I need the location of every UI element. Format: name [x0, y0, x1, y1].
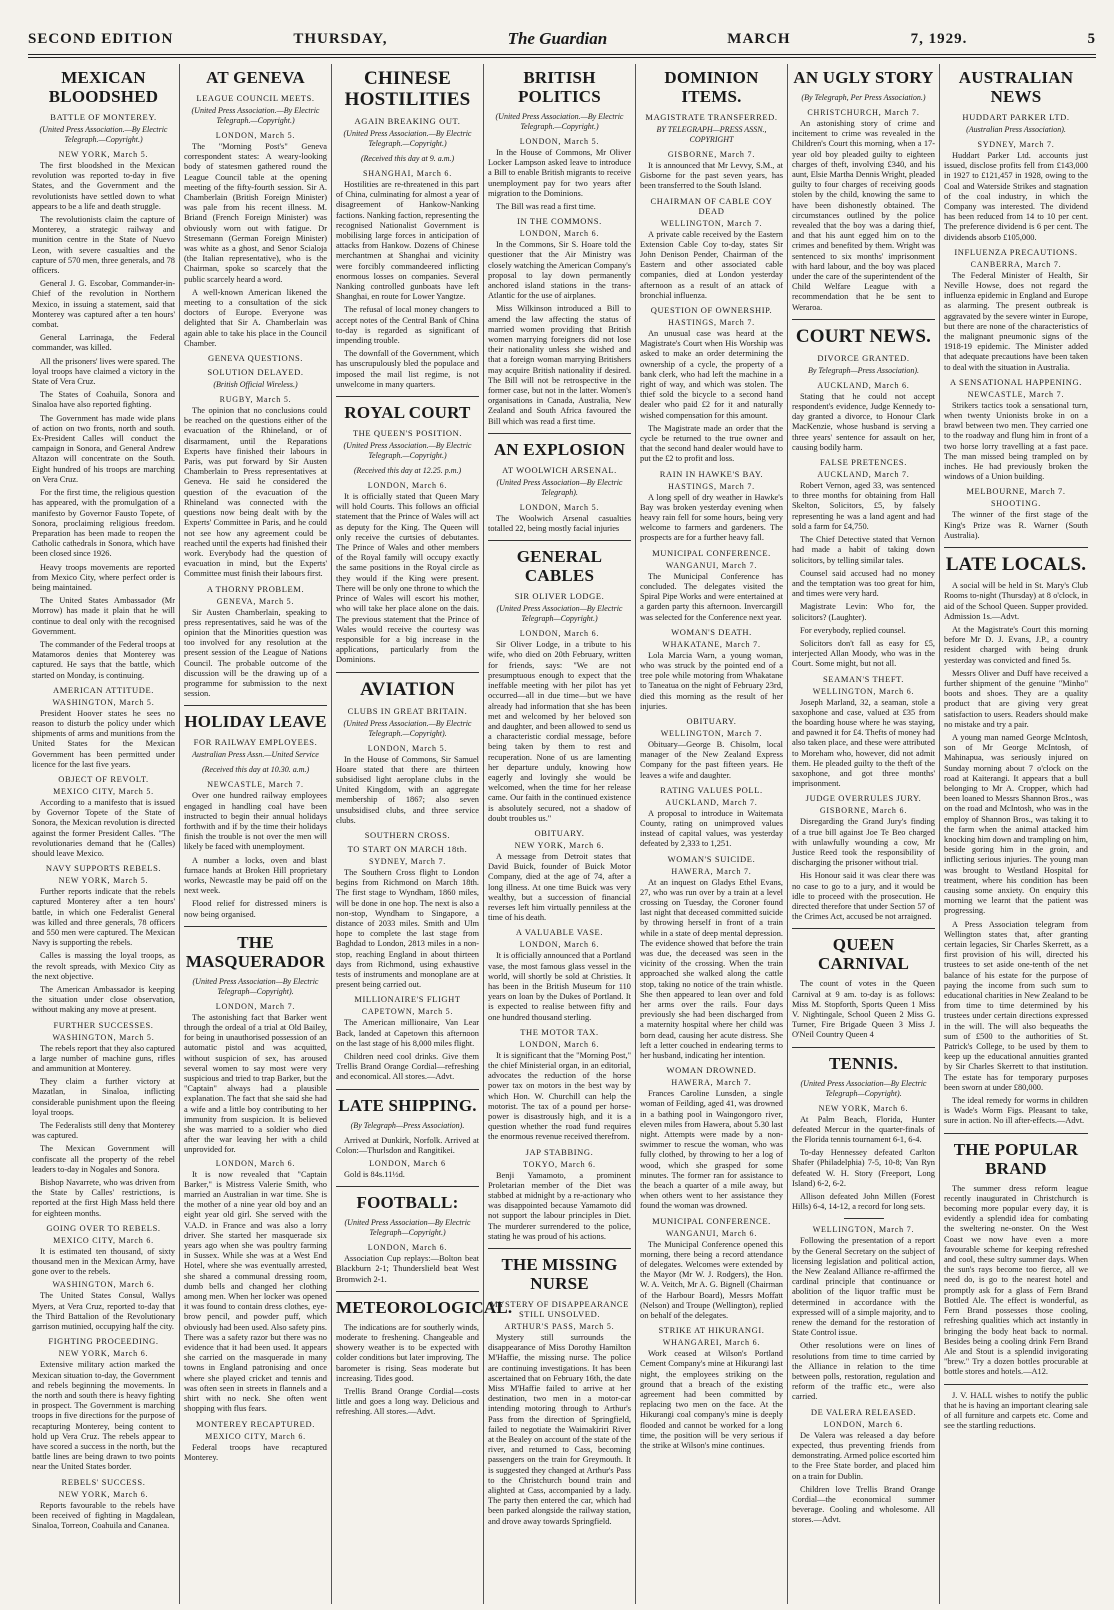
headline-missing-nurse: THE MISSING NURSE [501, 1255, 618, 1294]
subhead: MAGISTRATE TRANSFERRED. [645, 112, 778, 122]
dateline: LONDON, March 6. [823, 1419, 904, 1429]
subhead: THE MOTOR TAX. [520, 1026, 599, 1037]
column-7 [940, 64, 1092, 1604]
paragraph: A long spell of dry weather in Hawke's Bay was broken yesterday evening when heavy rain fell for some hours, being very welcome to farmers and gardeners. The prospects are for a further heavy fall. [640, 492, 783, 543]
subhead: JAP STABBING. [525, 1146, 594, 1157]
headline-aviation: AVIATION [360, 678, 455, 700]
subhead: AGAIN BREAKING OUT. [354, 116, 461, 126]
paragraph: General Larrinaga, the Federal commander, was killed. [32, 333, 175, 353]
paragraph: It is now revealed that "Captain Barker," is Mistress Valerie Smith, who married an Australian in war time. She is the mother of a nine year old boy and an eight year old girl. She served with the V.A.D. in France and was also a lorry driver. She started her masquerade six years ago when she was poultry farming in Sussex. While she was at a West End Hotel, where she was eventually arrested, she shared a communal dressing room, dumb bells and changed her clothing among men. When her locker was opened it was found to contain dress clothes, eye-brow pencil, and powder puff, which obviously had been used. Also safety pins. There was a safety razor but there was no evidence that it had been used. It appears she carried on the masquerade in many towns in England patronising and once where she played cricket and tennis and was often seen in streets in flannels and a shirt with no neck. She often went shopping with flus fears. [184, 1169, 327, 1414]
newspaper-title: The Guardian [507, 29, 608, 48]
divider [336, 672, 479, 673]
paragraph: Counsel said accused had no money and the temptation was too great for him, and times were very hard. [792, 568, 935, 599]
paragraph: The United States Ambassador (Mr Morrow) has made it plain that he will continue to deal only with the recognised Government. [32, 596, 175, 636]
paragraph: A young man named George McIntosh, son of Mr George McIntosh, of Mahinapua, was seriously injured on Sunday morning about 7 o'clock on the road at Kaiterangi. It appears that a bull belonging to Mr A. Cropper, which had been loaned to Messrs Shannon Bros., was on the road and McIntosh, who was in the employ of Shannon Bros., was taking it to the farm when the animal attacked him knocking him down and trampling on him, beside goring him in the groin, and inflicting serious injuries. The young man was brought to Westland Hospital for treatment, where his condition has been causing some anxiety. On enquiry this morning we learnt that the patient was progressing. [944, 732, 1088, 916]
credit: (United Press Association—By Electric Telegraph—Copyright.) [344, 1218, 471, 1238]
advertisement: Trellis Brand Orange Cordial—costs little and goes a long way. Delicious and refreshing. All stores.—Advt. [336, 1387, 479, 1417]
subhead: A SENSATIONAL HAPPENING. [950, 376, 1082, 387]
subhead: QUESTION OF OWNERSHIP. [650, 305, 773, 316]
credit: Australian Press Assn.—United Service [192, 750, 319, 760]
paragraph: For the first time, the religious question has appeared, with the promulgation of a manifesto by Governor Fausto Topete, of Sonora, proclaiming religious freedom. Preparation has been made to reopen the Catholic cathedrals in Sonora, which have been closed since 1926. [32, 488, 175, 559]
paragraph: The Southern Cross flight to London begins from Richmond on March 18th. The first stage to Wyndham, 1860 miles, will be done in one hop. The next is also a non-stop, Wyndham to Singapore, a distance of 2033 miles. Smith and Ulm hope to complete the last stage from Baghdad to London, 2813 miles in a non-stop, reaching England in about thirteen days from Richmond, using exhaustive tests of instruments and monoplane are at present being carried out. [336, 867, 479, 990]
paragraph: All the prisoners' lives were spared. The loyal troops have claimed a victory in the State of Vera Cruz. [32, 356, 175, 387]
credit: (Received this day at 12.25. p.m.) [353, 466, 462, 476]
paragraph: It is officially announced that a Portland vase, the most famous glass vessel in the world, will shortly be sold at Christies. It has been in the British Museum for 110 years on loan by the Dukes of Portland. It is expected to realise between fifty and one hundred thousand sterling. [488, 951, 631, 1022]
paragraph: The "Morning Post's" Geneva correspondent states: A weary-looking body of statesmen gathered round the League Council table at the opening meeting of the fifty-fourth session. Sir A. Chamberlain (British Foreign Minister) was pale from his recent illness. M. Briand (French Foreign Minister) was obviously worn out with fatigue. Dr Stresemann (German Foreign Minister) was white as a ghost, and Senor Scialoja (the Italian representative), who is the Chairman, spoke so scarcely that the public scarcely heard a word. [184, 142, 327, 284]
dateline: GENEVA, March 5. [216, 596, 295, 606]
paragraph: It is officially stated that Queen Mary will hold Courts. This follows an official statement that the Prince of Wales will act as deputy for the King. The Queen will only receive the curtsies of debutantes. The Prince of Wales and other members of the Royal family will occupy exactly the same positions in the Royal circle as they would if the King were present. There will be only one throne to which the Prince of Wales will escort his mother, who will take her place alone on the dais. The previous statement that the Prince of Wales would receive the courtesy was responsible for a big increase in the applications, particularly from the Dominions. [336, 492, 479, 665]
paragraph: Frances Caroline Lunsden, a single woman of Feilding, aged 41, was drowned in a bathing pool in Waingongoro river, eleven miles from Hawera, about 5.30 last night. Attempts were made by a non-swimmer to rescue the woman, who was fully clothed, by throwing to her a log of wood, which she grasped for some minutes. The former ran for assistance to the beach a quarter of a mile away, but when others went to her assistance they found the woman was drowned. [640, 1089, 783, 1211]
paragraph: A well-known American likened the meeting to a consultation of the sick doctors of Europe. Everyone was delighted that Sir A. Chamberlain was again able to take his place in the Council Chamber. [184, 287, 327, 348]
credit: (Received this day at 9. a.m.) [360, 154, 455, 163]
paragraph: Magistrate Levin: Who for, the solicitors? (Laughter). [792, 602, 935, 622]
paragraph: Following the presentation of a report by the General Secretary on the subject of licensing legislation and political action, the New Zealand Alliance re-affirmed the cardinal principle that continuance or abolition of the liquor traffic must be determined in accordance with the expressed will of a simple majority, and to renew the demand for the restoration of State Control issue. [792, 1236, 935, 1338]
paragraph: The astonishing fact that Barker went through the ordeal of a trial at Old Bailey, for being in unauthorised possession of an automatic pistol and was acquitted, without suspicion of sex, has aroused several women to say most were very suspicious and tried to trap Barker, but the "Captain" always had a plausible explanation. The fact that she said she had a wife and a little boy contributing to her immunity from suspicion. It is believed she was married to a soldier who died after the war leaving her with a child unprovided for. [184, 1012, 327, 1155]
subhead: MILLIONAIRE'S FLIGHT [354, 994, 461, 1005]
dateline: NEW YORK, March 6. [58, 1349, 149, 1359]
paragraph: At Palm Beach, Florida, Hunter defeated Mercur in the quarter-finals of the Florida tennis tournament 6-1, 6-4. [792, 1114, 935, 1145]
subhead: TO START ON MARCH 18th. [347, 843, 468, 854]
headline-tennis: TENNIS. [829, 1053, 898, 1073]
divider [944, 547, 1088, 548]
subhead: OBITUARY. [686, 715, 737, 726]
column-2 [180, 64, 332, 1604]
subhead: AT WOOLWICH ARSENAL. [502, 464, 617, 475]
credit: (By Telegraph, Per Press Association.) [801, 93, 926, 102]
paragraph: Disregarding the Grand Jury's finding of a true bill against Joe Te Beo charged with unlawfully wounding a cow, Mr Justice Reed took the responsibility of discharging the prisoner without trial. [792, 817, 935, 868]
dateline: NEW YORK, March 6. [818, 1103, 909, 1113]
divider [336, 1186, 479, 1187]
subhead: MELBOURNE, March 7. [966, 486, 1066, 497]
paragraph: The American millionaire, Van Lear Back, landed at Capetown this afternoon on the last stage of his 8,000 miles flight. [336, 1018, 479, 1048]
dateline: SYDNEY, March 7. [977, 140, 1055, 149]
divider [336, 1089, 479, 1090]
divider [944, 1133, 1088, 1134]
subhead: BATTLE OF MONTEREY. [50, 112, 157, 122]
dateline: LONDON, March 6. [519, 940, 600, 950]
dateline: RUGBY, March 5. [219, 395, 292, 405]
subhead: FIGHTING PROCEEDING. [48, 1336, 159, 1347]
paragraph: A social will be held in St. Mary's Club Rooms to-night (Thursday) at 8 o'clock, in aid of the School Queen. Supper provided. Admission 1s.—Advt. [944, 581, 1088, 621]
subhead: GOING OVER TO REBELS. [46, 1222, 161, 1233]
paragraph: The Federalists still deny that Monterey was captured. [32, 1121, 175, 1141]
paragraph: To-day Hennessey defeated Carlton Shafer (Philadelphia) 7-5, 10-8; Van Ryn defeated W. H. Story (Freeport, Long Island) 6-2, 6-2. [792, 1148, 935, 1188]
dateline: WANGANUI, March 7. [665, 560, 758, 570]
credit: (United Press Association.—By Electric Telegraph.—Copyright). [343, 718, 472, 738]
paragraph: The Mexican Government will confiscate all the property of the rebel leaders to-day in Nogales and Sonora. [32, 1144, 175, 1174]
dateline: LONDON, March 6. [519, 229, 600, 239]
paragraph: Other resolutions were on lines of resolutions from time to time carried by the Alliance in relation to the time between polls, restoration, regulation and reform of the traffic etc., were also carried. [792, 1341, 935, 1402]
dateline: LONDON, March 5. [215, 131, 296, 140]
dateline: WANGANUI, March 6. [665, 1228, 758, 1238]
subhead: RAIN IN HAWKE'S BAY. [659, 468, 764, 479]
subhead: NAVY SUPPORTS REBELS. [45, 863, 162, 874]
dateline: NEW YORK, March 6. [58, 1489, 149, 1499]
headline-british-politics: BRITISH POLITICS [518, 68, 601, 106]
dateline: SYDNEY, March 7. [368, 856, 447, 866]
dateline: CANBERRA, March 7. [970, 259, 1062, 269]
paragraph: His Honour said it was clear there was no case to go to a jury, and it would be idle to proceed with the prosecution. He directed therefore that under Section 57 of the Crimes Act, accused be not arraigned. [792, 871, 935, 922]
dateline: WELLINGTON, March 7. [812, 1225, 915, 1235]
paragraph: The opinion that no conclusions could be reached on the questions either of the evacuation of the Rhineland, or of disarmament, until the Reparations Experts have finished their labours in Paris, was put forward by Sir Austen Chamberlain to Press representatives at Geneva. He said he considered the question of the evacuation of the Rhineland was connected with the questions now being dealt with by the Experts' Committee in Paris, and he could not see how any agreement could be reached until the experts had finished their work. Everybody had the question of evacuation in mind, but the Experts' Committee must finish their labours first. [184, 406, 327, 579]
dateline: WASHINGTON, March 6. [52, 1280, 155, 1290]
column-4 [484, 64, 636, 1604]
date-label: 7, 1929. [910, 30, 968, 47]
paragraph: A number a locks, oven and blast furnace hands at Broken Hill proprietary works, Newcastle may be paid off on the next week. [184, 855, 327, 896]
dateline: TOKYO, March 6. [523, 1159, 596, 1169]
paragraph: Miss Wilkinson introduced a Bill to amend the law affecting the status of married women providing that British women marrying foreigners did not lose their nationality unless she wished and that a foreign woman marrying Britishers may acquire British nationality if desired. The Bill will not be retrospective in the former case, but not in the latter. Women's organisations in Canada, Australia, New Zealand and South Africa favoured the Bill which was read a first time. [488, 304, 631, 426]
subhead: GENEVA QUESTIONS. [207, 353, 304, 364]
paragraph: It is significant that the "Morning Post," the chief Ministerial organ, in an editorial, advocates the reduction of the horse power tax on motors in the best way by which Hon. W. Churchill can help the motorist. The tax of a pound per horse-power is disastrously high, and it is a question whether the road fund requires the enormous revenue received therefrom. [488, 1050, 631, 1142]
column-6 [788, 64, 940, 1604]
dateline: LONDON, March 5. [367, 743, 448, 753]
divider [488, 540, 631, 541]
dateline: NEWCASTLE, March 7. [967, 389, 1065, 399]
credit: (United Press Association—By Electric Telegraph—Copyright). [800, 1078, 927, 1098]
masthead-rule-thin [28, 57, 1096, 58]
paragraph: The rebels report that they also captured a large number of machine guns, rifles and ammunition at Monterey. [32, 1043, 175, 1074]
dateline: AUCKLAND, March 6. [817, 380, 910, 390]
credit: BY TELEGRAPH—PRESS ASSN., COPYRIGHT [656, 125, 767, 144]
dateline: LONDON, March 6. [215, 1158, 296, 1168]
paragraph: An unusual case was heard at the Magistrate's Court when His Worship was asked to make an order determining the ownership of a cycle, the property of a bank clerk, who had left the machine in a right of way, and which was stolen. The thief sold the bicycle to a second hand dealer who paid £2 for it and naturally wished compensation for this amount. [640, 329, 783, 420]
paragraph: The downfall of the Government, which has unscrupulously bled the populace and imposed the mail list regime, is not unwelcome in many quarters. [336, 349, 479, 389]
paragraph: Benji Yamamoto, a prominent Proletarian member of the Diet was stabbed at midnight by a re-actionary who was disappointed because Yamamoto did not support the labour principles in Diet. The murderer surrendered to the police, stating he was proud of his actions. [488, 1170, 631, 1241]
masthead-rule [28, 54, 1096, 55]
dateline: WASHINGTON, March 5. [52, 697, 155, 707]
paragraph: The Woolwich Arsenal casualties totalled 22, being mostly facial injuries [488, 513, 631, 534]
divider [336, 1291, 479, 1292]
divider [792, 319, 935, 320]
paragraph: The winner of the first stage of the King's Prize was R. Warner (South Australia). [944, 510, 1088, 540]
subhead: FURTHER SUCCESSES. [53, 1019, 154, 1030]
paragraph: Solicitors don't fall as easy for £5, interjected Allan Moody, who was in the Court. Some might, but not all. [792, 638, 935, 669]
paragraph: Obituary—George B. Chisolm, local manager of the New Zealand Express Company for the past fifteen years. He leaves a wife and daughter. [640, 739, 783, 780]
subhead: AMERICAN ATTITUDE. [53, 684, 154, 695]
paragraph: In the Commons, Sir S. Hoare told the questioner that the Air Ministry was closely watching the American Company's proposal to lay down permanently anchored island stations in the trans-Atlantic for the use of airplanes. [488, 240, 631, 301]
divider [792, 1047, 935, 1048]
subhead: MUNICIPAL CONFERENCE. [652, 1215, 771, 1226]
subhead: A THORNY PROBLEM. [206, 583, 305, 594]
dateline: NEWCASTLE, March 7. [207, 780, 304, 790]
dateline: AUCKLAND, March 7. [665, 797, 758, 807]
headline-mexican-bloodshed: MEXICAN BLOODSHED [48, 68, 159, 106]
headline-an-explosion: AN EXPLOSION [493, 439, 626, 459]
subhead: MYSTERY OF DISAPPEARANCE STILL UNSOLVED. [490, 1299, 629, 1320]
dateline: HASTINGS, March 7. [668, 318, 755, 328]
subhead: DIVORCE GRANTED. [817, 352, 910, 363]
subhead: DE VALERA RELEASED. [810, 1406, 917, 1417]
paragraph: Bishop Navarrete, who was driven from the State by Calles' restrictions, is reported at the first High Mass held there for eighteen months. [32, 1178, 175, 1218]
subhead: MONTEREY RECAPTURED. [196, 1418, 315, 1429]
paragraph: Huddart Parker Ltd. accounts just issued, disclose profits fell from £143,000 in 1927 to £121,457 in 1928, owing to the Coal and Waterside Strikes and stagnation of the coal industry, in which the Company was interested. The dividend has been reduced from 14 to 10 per cent. The preference dividend is 6 per cent. The dividends absorb £105,000. [944, 151, 1088, 242]
month-label: MARCH [727, 30, 791, 47]
credit: (Received this day at 10.30. a.m.) [201, 765, 310, 775]
credit: (United Press Association.—By Electric Telegraph.—Copyright.) [39, 125, 168, 144]
paragraph: Further reports indicate that the rebels captured Monterey after a ten hours' battle, in which one Federalist General was killed and three generals, 78 officers and 550 men were captured. The Mexican Navy is supporting the rebels. [32, 887, 175, 948]
dateline: NEW YORK, March 6. [514, 840, 605, 850]
dateline: GISBORNE, March 6. [819, 806, 908, 816]
headline-late-shipping: LATE SHIPPING. [338, 1095, 477, 1115]
divider [336, 396, 479, 397]
paragraph: The commander of the Federal troops at Matamoros denies that Monterey was captured. He says that the battle, which started on Monday, is continuing. [32, 639, 175, 680]
day-label: THURSDAY, [293, 30, 388, 47]
headline-late-locals: LATE LOCALS. [945, 554, 1087, 576]
paragraph: At an inquest on Gladys Ethel Evans, 27, who was run over by a train at a level crossing on Tuesday, the Coroner found last night that deceased committed suicide by throwing herself in front of a train while in a state of deep mental depression. The evidence showed that before the train was due, the deceased was seen in the vicinity of the crossing. When the train approached she walked along the cattle stop, taking no notice of the train whistle. She then appeared to lean over and fold her arms over the rails. Four days previously she had been discharged from a maternity hospital where her child was born dead, causing her acute distress. She left a letter couched in endearing terms to her husband, indicating her intention. [640, 877, 783, 1060]
dateline: NEW YORK, March 5. [58, 150, 149, 159]
subhead: WOMAN'S SUICIDE. [667, 853, 756, 864]
subhead: SOLUTION DELAYED. [207, 367, 304, 378]
paragraph: For everybody, replied counsel. [800, 625, 906, 635]
dateline: LONDON, March 6 [369, 1159, 446, 1168]
paragraph: It is estimated ten thousand, of sixty thousand men in the Mexican Army, have gone over to the rebels. [32, 1246, 175, 1277]
dateline: HAWERA, March 7. [671, 866, 752, 876]
dateline: MEXICO CITY, March 5. [53, 786, 154, 796]
credit: (By Telegraph—Press Association). [350, 1120, 465, 1130]
paragraph: Federal troops have recaptured Monterey. [184, 1442, 327, 1462]
dateline: HASTINGS, March 7. [668, 481, 755, 491]
subhead: OBJECT OF REVOLT. [58, 773, 149, 784]
dateline: WELLINGTON, March 7. [660, 728, 763, 738]
headline-chinese-hostilities: CHINESE HOSTILITIES [344, 68, 471, 110]
paragraph: Robert Vernon, aged 33, was sentenced to three months for obtaining from Hall Skelton, Solicitors, £5, by falsely representing he was a land agent and had sold a farm for £4,750. [792, 481, 935, 531]
paragraph: The Chief Detective stated that Vernon had made a habit of taking down solicitors, by telling similar tales. [792, 535, 935, 565]
headline-meteorological: METEOROLOGICAL. [336, 1297, 513, 1317]
subhead: MUNICIPAL CONFERENCE. [652, 547, 771, 558]
paragraph: The first bloodshed in the Mexican revolution was reported to-day in five States, and the Government and the revolutionists have settled down to what appears to be a life and death struggle. [32, 161, 175, 211]
paragraph: Arrived at Dunkirk, Norfolk. Arrived at Colon:—Thurlsdon and Rangitikei. [336, 1135, 479, 1155]
subhead: RATING VALUES POLL. [660, 784, 763, 795]
dateline: LONDON, March 6. [367, 481, 448, 491]
paragraph: Sir Austen Chamberlain, speaking to press representatives, said he was of the opinion that the Minorities question was too involved for any resolution at the present session of the League of Nations Council. The probable outcome of the discussion will be the drawing up of a programme for submission to the next session. [184, 607, 327, 699]
subhead: WOMAN'S DEATH. [671, 626, 752, 637]
paragraph: The United States Consul, Wallys Myers, at Vera Cruz, reported to-day that the Third Battalion of the Revolutionary garrison mutinied, occupying half the city. [32, 1291, 175, 1332]
paragraph: Strikers tactics took a sensational turn, when twenty Unionists broke in on a brawl between two men. They carried one to the roadway and flung him in front of a two horse lorry travelling at a fast pace. The man missed being trampled on by inches. He had previously broken the windows of a Union building. [944, 400, 1088, 482]
paragraph: Calles is massing the loyal troops, as the revolt spreads, with Mexico City as the next objective. [32, 951, 175, 981]
paragraph: Mystery still surrounds the disappearance of Miss Dorothy Hamilton M'Haffie, the missing nurse. The police are continuing investigations. It has been ascertained that on February 16th, the date Miss M'Haffie failed to arrive at her destination, two men in a motor-car intending motoring through to Arthur's Pass from the direction of Springfield, failed to negotiate the Waimakiriri River at the Bealey on account of the state of the river, and returned to Cass, becoming passengers on the train for Greymouth. It is suggested they changed at Arthur's Pass to the Christchurch bound train and alighted at Cass, accompanied by a lady. The party then entered the car, which had been parked alongside the railway station, and drove away towards Springfield. [488, 1333, 631, 1526]
masthead [28, 28, 1096, 50]
headline-ugly-story: AN UGLY STORY [793, 68, 934, 87]
paragraph: Gold is 84s.11½d. [344, 1170, 405, 1179]
credit: (British Official Wireless.) [213, 380, 298, 390]
dateline: MEXICO CITY, March 6. [205, 1431, 306, 1441]
paragraph: The revolutionists claim the capture of Monterey, a strategic railway and munition centre in the State of Nuevo Leon, with severe casualties and the capture of 570 men, three generals, and 78 officers. [32, 215, 175, 276]
paragraph: President Hoover states he sees no reason to disturb the policy under which shipments of arms and munitions from the United States for the Mexican Government has been permitted under licence for the last five years. [32, 708, 175, 769]
paragraph: A proposal to introduce in Waitemata County, rating on unimproved values instead of capital values, was yesterday defeated by 2,333 to 1,251. [640, 808, 783, 849]
paragraph: Association Cup replays:—Bolton beat Blackburn 2-1; Thunderslield beat West Bromwich 2-1. [336, 1254, 479, 1284]
subhead: LEAGUE COUNCIL MEETS. [196, 93, 315, 103]
credit: (United Press Association.—By Electric Telegraph.—Copyright.) [343, 441, 472, 461]
divider [488, 433, 631, 434]
advertisement: J. V. HALL wishes to notify the public that he is having an important clearing sale of all furniture and carpets etc. Come and see the startling reductions. [944, 1390, 1088, 1431]
paragraph: The indications are for southerly winds, moderate to freshening. Changeable and showery weather is to be expected with colder conditions but later improving. The barometer is rising. Seas moderate but increasing. Tides good. [336, 1322, 479, 1383]
paragraph: An astonishing story of crime and incitement to crime was revealed in the Children's Court this morning, when a 17-year old boy pleaded guilty to eighteen charges of theft, involving £340, and his aunt, Elsie Martha Dennis Wright, pleaded guilty to four charges of receiving goods stolen by the child, knowing the same to have been dishonestly obtained. The circumstances outlined by the police revealed that the boy was a daring thief, and that his aunt egged him on to the crimes and benefited by them. Wright was sentenced to six months' imprisonment with hard labour, and the boy was placed under the care of the superintendent of the Child Welfare League with a recommendation that he be sent to Weraroa. [792, 119, 936, 312]
divider [184, 705, 327, 706]
paragraph: General J. G. Escobar, Commander-in-Chief of the revolution in Northern Mexico, in issuing a statement, said that Monterey was captured after a ten hours' combat. [32, 279, 175, 330]
subhead: HUDDART PARKER LTD. [962, 112, 1070, 122]
headline-masquerador: THE MASQUERADOR [185, 932, 326, 971]
column-3 [332, 64, 513, 1604]
headline-football: FOOTBALL: [356, 1193, 459, 1213]
paragraph: The Municipal Conference has concluded. The delegates visited the Spiral Pipe Works and were entertained at a garden party this afternoon. Invercargill was selected for the Conference next year. [640, 571, 783, 622]
dateline: SHOOTING. [990, 499, 1042, 509]
paragraph: According to a manifesto that is issued by Governor Topete of the State of Sonora, the Mexican revolution is directed against the former President Calles. "The revolutionaries demand that he (Calles) should leave Mexico. [32, 797, 175, 858]
paragraph: The American Ambassador is keeping the situation under close observation, without making any move at present. [32, 985, 175, 1015]
subhead: FOR RAILWAY EMPLOYEES. [193, 737, 318, 748]
headline-royal-court: ROYAL COURT [344, 403, 471, 423]
paragraph: The Municipal Conference opened this morning, there being a record attendance of delegates. Welcomes were extended by the Mayor (Mr W. J. Rodgers), the Hon. W. A. Veitch, Mr A. G. Bignell (Chairman of the Harbour Board), Messrs Moffatt (Nelson) and Troupe (Wellington), replied on behalf of the delegates. [640, 1239, 783, 1321]
paragraph: The Government has made wide plans of action on two fronts, north and south. Ex-President Calles will conduct the campaign in Sonora, and General Andrew Altazon will concentrate on the South. Eight hundred of his troops are marching on Vera Cruz. [32, 413, 175, 484]
paragraph: The States of Coahuila, Sonora and Sinaloa have also reported fighting. [32, 390, 175, 410]
subhead: IN THE COMMONS. [517, 216, 602, 227]
paragraph: They claim a further victory at Mazatlan, in Sinaloa, inflicting considerable punishment upon the fleeing loyal troops. [32, 1077, 175, 1117]
column-5 [636, 64, 788, 1604]
paragraph: Flood relief for distressed miners is now being organised. [184, 899, 327, 919]
paragraph: The refusal of local money changers to accept notes of the Central Bank of China to-day is regarded as significant of impending trouble. [336, 305, 479, 346]
credit: (United Press Association.—By Electric Telegraph.—Copyright.) [191, 106, 320, 125]
columns [28, 64, 1094, 1604]
divider [792, 928, 935, 929]
paragraph: Reports favourable to the rebels have been received of fighting in Magdalean, Sinaloa, Torreon, Coahuila and Cananea. [32, 1500, 175, 1530]
subhead: A VALUABLE VASE. [515, 927, 604, 938]
paragraph: Work ceased at Wilson's Portland Cement Company's mine at Hikurangi last night, the employees striking on the ground that a breach of the existing agreement had been committed by replacing two men on the face. At the Hikurangi coal company's mine is deeply flooded and cannot be worked for a long time, the position will be very serious if the strike at Wilson's mine continues. [640, 1349, 783, 1451]
credit: (United Press Association—By Electric Telegraph—Copyright.) [496, 604, 623, 624]
paragraph: The Bill was read a first time. [496, 202, 596, 212]
dateline: ARTHUR'S PASS, March 5. [504, 1322, 615, 1332]
paragraph: Stating that he could not accept respondent's evidence, Judge Kennedy to-day granted a divorce, to Honour Clark MacKenzie, whose husband is serving a three years' sentence for assault on her, causing bodily harm. [792, 391, 935, 452]
paragraph: Heavy troops movements are reported from Mexico City, where perfect order is being maintained. [32, 562, 175, 592]
subhead: STRIKE AT HIKURANGI. [658, 1325, 765, 1336]
subhead: CHAIRMAN OF CABLE COY DEAD [650, 195, 773, 216]
advertisement: Children love Trellis Brand Orange Cordial—the economical summer beverage. Cooling and wholesome. All stores.—Advt. [792, 1484, 935, 1525]
credit: (United Press Association.—By Electric Telegraph.—Copyright.) [343, 129, 472, 148]
headline-at-geneva: AT GENEVA [206, 68, 305, 87]
paragraph: A Press Association telegram from Wellington states that, after granting certain legacies, Sir Charles Skerrett, as a first provision of his will, directed his trustees to set aside one-tenth of the net balance of his estate for the purpose of paying the income from such sum to educational charities in New Zealand to be from time to time determined by his trustees under certain directions expressed in the will. The will also bequeaths the sum of £500 to the authorities of St. Patrick's College, to be used by them to keep up the educational annuities granted by Sir Charles Skerrett to that institution. The estate has for temporary purposes been sworn at under £80,000. [944, 919, 1088, 1092]
paragraph: Extensive military action marked the Mexican situation to-day, the Government and rebels beginning the movements. In the north and south there is heavy fighting in prospect. The Government is marching troops in five directions for the purpose of recapturing Monterey, being content to hold up Vera Cruz. The rebels appear to have scored a success in the north, but the battle lines are being drawn to two points near the United States border. [32, 1360, 175, 1472]
paragraph: Messrs Oliver and Duff have received a further shipment of the genuine "Minho" boots and shoes. They are a quality product that are giving very great satisfaction to users. Readers should make no mistake and try a pair. [944, 668, 1088, 729]
paragraph: A private cable received by the Eastern Extension Cable Coy to-day, states Sir John Denison Pender, Chairman of the Eastern and other associated cable companies, died at London yesterday afternoon as a result of an attack of bronchial influenza. [640, 229, 783, 300]
page-number: 5 [1087, 30, 1096, 47]
dateline: NEW YORK, March 5. [58, 876, 149, 886]
headline-dominion-items: DOMINION ITEMS. [664, 68, 759, 106]
edition-label: SECOND EDITION [28, 30, 174, 47]
dateline: LONDON, March 6. [367, 1243, 448, 1253]
dateline: WELLINGTON, March 6. [812, 686, 915, 696]
dateline: LONDON, March 6. [519, 1039, 600, 1049]
divider [184, 926, 327, 927]
paragraph: The Magistrate made an order that the cycle be returned to the true owner and that the second hand dealer would have to put the £2 to profit and loss. [640, 423, 783, 464]
headline-holiday-leave: HOLIDAY LEAVE [184, 712, 327, 732]
dateline: SHANGHAI, March 6. [362, 169, 453, 178]
paragraph: The Federal Minister of Health, Sir Neville Howse, does not regard the influenza epidemic in England and Europe as alarming. The present outbreak is aggravated by the severe winter in Europe, but there are none of the characteristics of the malignant pneumonic signs of the 1918-19 epidemic. The Minister added that adequate precautions have been taken to deal with the situation in Australia. [944, 270, 1088, 372]
credit: (United Press Association.—By Electric Telegraph.—Copyright.) [495, 112, 624, 131]
paragraph: Joseph Marland, 32, a seaman, stole a saxophone and case, valued at £35 from the boarding house where he was staying, and pawned it for £4. Thefts of money had also taken place, and these were attributed to Moreham who, however, did not admit them. He pleaded guilty to the theft of the saxophone, and got three months' imprisonment. [792, 697, 935, 789]
paragraph: Hostilities are re-threatened in this part of China, culminating for almost a year of disagreement of Hankow-Nanking factions. Nanking faction, representing the recognised Nationalist Government is mobilising large forces in anticipation of attacks from Hankow. Dozens of Chinese merchantmen at Shanghai and vicinity were forcibly commandeered inflicting enormous losses on companies. Several Nanking controlled gunboats have left Shanghai, en route for Lower Yangtze. [336, 180, 479, 302]
subhead: INFLUENZA PRECAUTIONS. [954, 246, 1078, 257]
subhead: SIR OLIVER LODGE. [514, 591, 605, 602]
subhead: OBITUARY. [534, 827, 585, 838]
dateline: AUCKLAND, March 7. [817, 470, 910, 480]
subhead: REBELS' SUCCESS. [61, 1476, 146, 1487]
dateline: LONDON, March 6. [519, 629, 600, 639]
dateline: HAWERA, March 7. [671, 1078, 752, 1088]
subhead: CLUBS IN GREAT BRITAIN. [347, 705, 468, 716]
paragraph: A message from Detroit states that David Buick, founder of Buick Motor Company, died at the age of 74, after a long illness. At one time Buick was very wealthy, but a succession of financial reverses left him virtually penniless at the time of his death. [488, 851, 631, 923]
headline-court-news: COURT NEWS. [795, 325, 932, 347]
subhead: JUDGE OVERRULES JURY. [805, 793, 922, 804]
subhead: THE QUEEN'S POSITION. [352, 428, 463, 439]
advertisement: Children need cool drinks. Give them Trellis Brand Orange Cordial—refreshing and economical. All stores.—Advt. [336, 1051, 479, 1082]
dateline: MEXICO CITY, March 6. [53, 1235, 154, 1245]
paragraph: Allison defeated John Millen (Forest Hills) 6-4, 14-12, a record for long sets. [792, 1192, 935, 1212]
headline-general-cables: GENERAL CABLES [516, 547, 603, 586]
dateline: CAPETOWN, March 5. [361, 1007, 454, 1017]
credit: (United Press Association—By Electric Telegraph). [496, 477, 623, 497]
column-1 [28, 64, 180, 1604]
subhead: FALSE PRETENCES. [820, 457, 907, 468]
short-rule [844, 1218, 884, 1219]
credit: (United Press Association—By Electric Telegraph—Copyright). [192, 976, 319, 996]
subhead: SEAMAN'S THEFT. [822, 673, 905, 684]
dateline: WELLINGTON, March 7. [660, 218, 763, 228]
divider [488, 1248, 631, 1249]
headline-popular-brand: THE POPULAR BRAND [953, 1139, 1079, 1178]
paragraph: The summer dress reform league recently inaugurated in Christchurch is becoming more popular every day, it is evidently a splendid idea for combating the sweltering ne-onster. On the West Coast we now have even a more favourable scheme for keeping refreshed and cool, these sultry summer days. When the sun's rays become too fierce, all we need do, is go to the nearest hotel and promptly ask for a glass of Fern Brand Bottled Ale. The effect is wonderful, as Fern Brand possesses those cooling, refreshing qualities which act instantly in bringing the body heat back to normal. Besides being a cooling drink Fern Brand Ale and Stout is a splendid invigorating "brew." Try a dozen bottles procurable at bottle stores and hotels.—A12. [944, 1183, 1088, 1377]
subhead: WOMAN DROWNED. [666, 1065, 757, 1076]
paragraph: De Valera was released a day before expected, thus preventing friends from demonstrating. Armed police escorted him to the Free State border, and placed him on a train for Dublin. [792, 1430, 935, 1481]
credit: (Australian Press Association). [966, 125, 1066, 134]
advertisement: The ideal remedy for worms in children is Wade's Worm Figs. Pleasant to take, sure in action. No ill after-effects.—Advt. [944, 1096, 1088, 1126]
paragraph: At the Magistrate's Court this morning before Mr D. J. Evans, J.P., a country resident charged with being drunk yesterday was convicted and fined 5s. [944, 624, 1088, 665]
paragraph: Over one hundred railway employees engaged in handling coal have been instructed to begin their annual holidays forthwith and if by the time their holidays finish the trouble is not over the men will likely be faced with unemployment. [184, 791, 327, 852]
paragraph: The count of votes in the Queen Carnival at 9 am. to-day is as follows: Miss M. Stopforth, Sports Queen 1 Miss V. Nightingale, School Queen 2 Miss G. Turner, Fire Brigade Queen 3 Miss J. O'Neil Country Queen 4 [792, 979, 935, 1040]
headline-australian-news: AUSTRALIAN NEWS [958, 68, 1074, 106]
divider [944, 1384, 1088, 1385]
paragraph: It is announced that Mr Levvy, S.M., at Gisborne for the past seven years, has been transferred to the South Island. [640, 161, 783, 191]
paragraph: Sir Oliver Lodge, in a tribute to his wife, who died on 20th February, written for friends, says: "We are not presumptuous enough to expect that the ineffable meeting with her pilot has yet occurred—all in due time—but we have already had information that she has been met and welcomed by her beloved son and daughter, and been allowed to send us a characteristic cordial message, before being taken by them to rest and recuperation. None of us are lamenting her departure unduly, knowing how eagerly and lovingly she would be welcomed, when the time for her release came. Our faith in the continued existence is absolutely secured, not a shadow of doubt troubles us." [488, 640, 631, 823]
paragraph: In the House of Commons, Sir Samuel Hoare stated that there are thirteen subsidised light aeroplane clubs in the United Kingdom, with an aggregate membership of 1867; also seven unsubsidised clubs, and three service clubs. [336, 754, 479, 825]
paragraph: Lola Marcia Warn, a young woman, who was struck by the pointed end of a tree pole while motoring from Whakatane to Taneatua on the night of February 23rd, died this morning as the result of her injuries. [640, 650, 783, 711]
subhead: SOUTHERN CROSS. [364, 829, 451, 840]
headline-queen-carnival: QUEEN CARNIVAL [817, 935, 910, 974]
dateline: LONDON, March 5. [519, 502, 600, 512]
dateline: WHANGAREI, March 6. [662, 1338, 761, 1348]
dateline: CHRISTCHURCH, March 7. [807, 108, 920, 117]
paragraph: In the House of Commons, Mr Oliver Locker Lampson asked leave to introduce a Bill to enable British migrants to receive unemployment pay for two years after migration to the Dominions. [488, 148, 631, 198]
dateline: GISBORNE, March 7. [667, 150, 756, 159]
dateline: WASHINGTON, March 5. [52, 1032, 155, 1042]
dateline: LONDON, March 7. [215, 1001, 296, 1011]
credit: By Telegraph—Press Association). [807, 365, 920, 375]
dateline: WHAKATANE, March 7. [662, 639, 761, 649]
dateline: LONDON, March 5. [519, 137, 600, 146]
